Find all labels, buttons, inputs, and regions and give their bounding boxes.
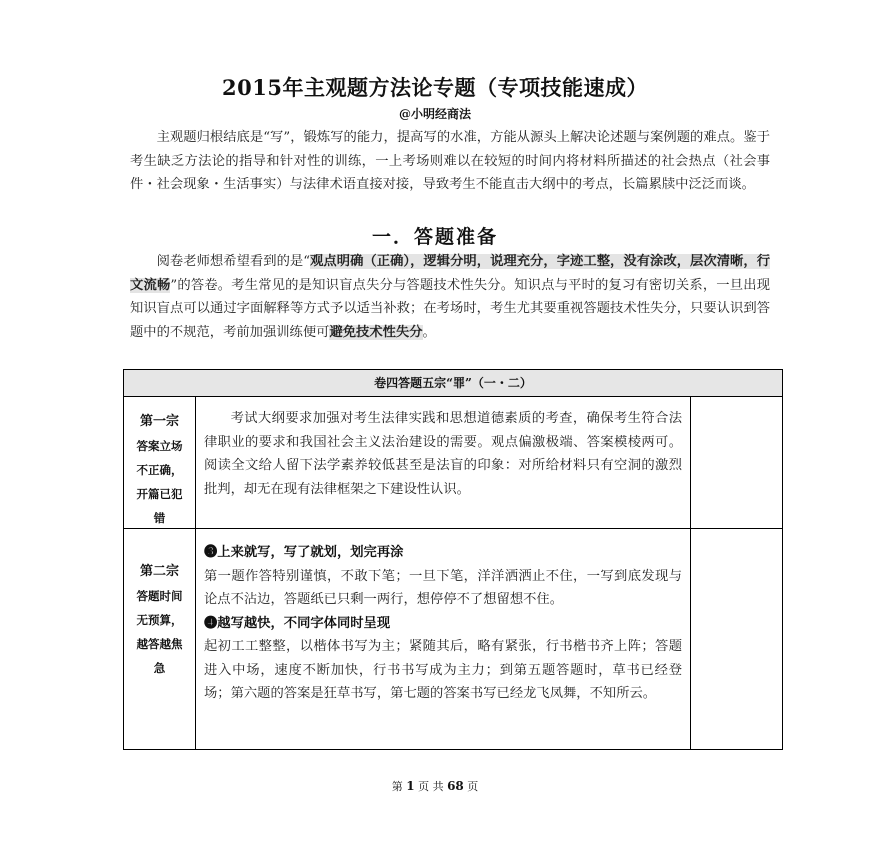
subheading: ❸上来就写，写了就划，划完再涂: [204, 545, 404, 560]
table-row: [124, 529, 782, 749]
row-label-lead: 第一宗: [139, 414, 179, 429]
footer-text: 第: [391, 780, 403, 793]
row-label-lead: 第二宗: [139, 564, 179, 579]
row-label-desc: 答案立场不正确，开篇已犯错: [136, 439, 183, 525]
section-title: 一．答题准备: [371, 226, 498, 248]
para-text-pre: 阅卷老师想希望看到的是“: [156, 254, 311, 269]
page-number: 1: [406, 779, 415, 793]
highlight-criteria: 观点明确（正确），逻辑分明，说理充分，字迹工整，没有涂改，层次清晰，行文流畅: [130, 254, 770, 293]
subtext: 第一题作答特别谨慎，不敢下笔；一旦下笔，洋洋洒洒止不住，一写到底发现与论点不沾边，答题纸已只剩一两行，想停停不了想留想不住。: [204, 568, 682, 607]
sins-table: [123, 369, 783, 750]
subtext: 起初工工整整，以楷体书写为主；紧随其后，略有紧张，行书楷书齐上阵；答题进入中场，速度不断加快，行书书写成为主力；到第五题答题时，草书已经登场；第六题的答案是狂草书写，第七题的答案书写已经龙飞凤舞，不知所云。: [204, 639, 682, 701]
preparation-paragraph: [130, 250, 770, 344]
document-author: @小明经商法: [398, 107, 471, 121]
row-empty-cell: [691, 529, 782, 749]
document-title: 2015年主观题方法论专题（专项技能速成）: [222, 75, 648, 100]
row-body: 考试大纲要求加强对考生法律实践和思想道德素质的考查，确保考生符合法律职业的要求和我国社会主义法治建设的需要。观点偏激极端、答案模棱两可。阅读全文给人留下法学素养较低甚至是法盲的印象：对所给材料只有空洞的激烈批判，却无在现有法律框架之下建设性认识。: [196, 397, 691, 528]
para-text-end: 。: [422, 324, 436, 340]
intro-paragraph: 主观题归根结底是“写”，锻炼写的能力，提高写的水准，方能从源头上解决论述题与案例题的难点。鉴于考生缺乏方法论的指导和针对性的训练，一上考场则难以在较短的时间内将材料所描述的社会热点（社会事件・社会现象・生活事实）与法律术语直接对接，导致考生不能直击大纲中的考点，长篇累牍中泛泛而谈。: [130, 130, 770, 192]
footer-text: 页 共: [418, 780, 444, 793]
subheading: ❹越写越快，不同字体同时呈现: [204, 615, 391, 631]
page-total: 68: [447, 779, 464, 793]
table-row: [124, 397, 782, 529]
row-label: [124, 397, 196, 528]
row-label-desc: 答题时间无预算，越答越焦急: [136, 589, 183, 675]
table-header: 卷四答题五宗“罪”（一・二）: [124, 370, 782, 397]
para-text-mid: ”的答卷。考生常见的是知识盲点失分与答题技术性失分。知识点与平时的复习有密切关系，一旦出现知识盲点可以通过字面解释等方式予以适当补救；在考场时，考生尤其要重视答题技术性失分，只要认识到答题中的不规范，考前加强训练便可: [130, 277, 771, 340]
page-footer: [120, 778, 750, 794]
row-body: [196, 529, 691, 749]
footer-text: 页: [467, 780, 479, 793]
row-empty-cell: [691, 397, 782, 528]
row-label: [124, 529, 196, 749]
highlight-avoid: 避免技术性失分: [329, 324, 423, 340]
